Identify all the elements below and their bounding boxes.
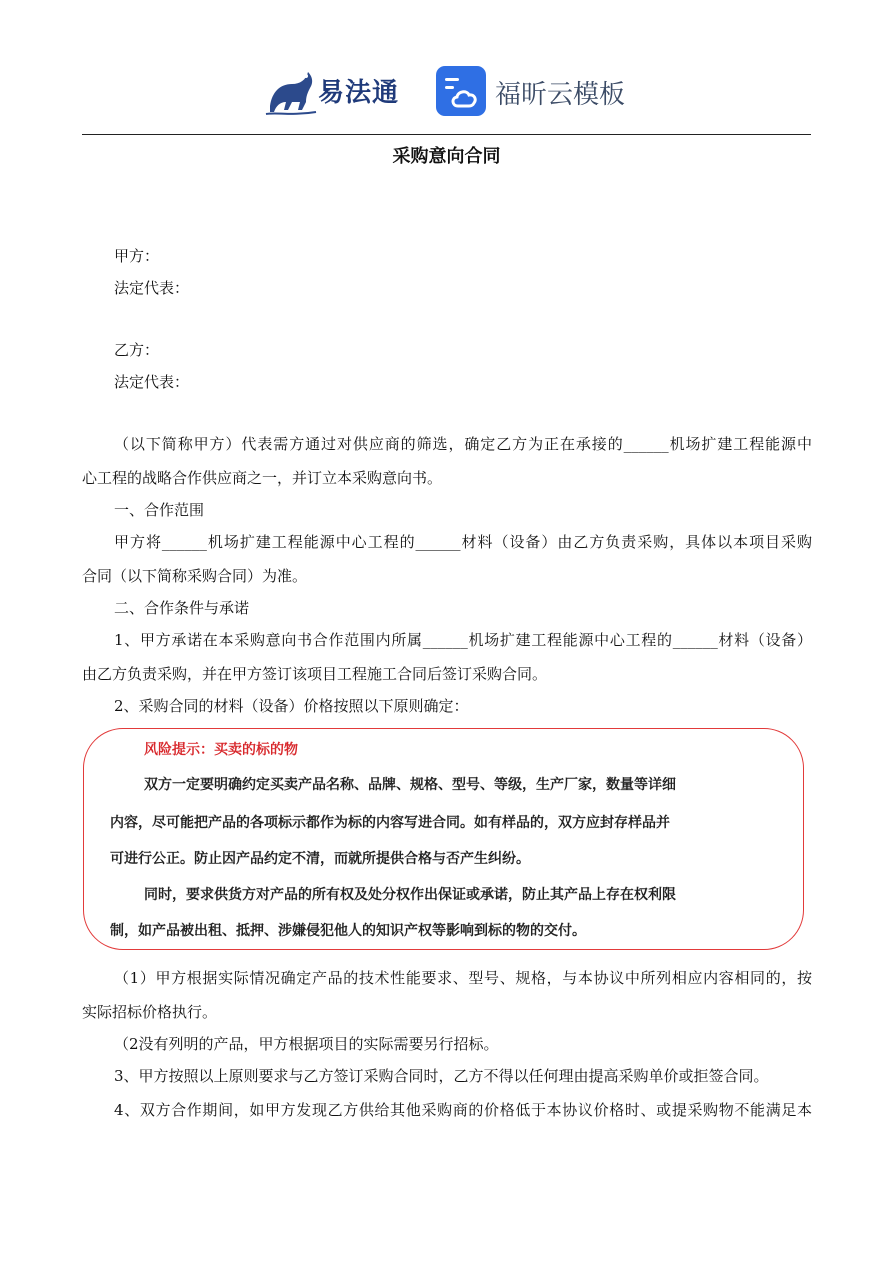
section2-heading: 二、合作条件与承诺 [114, 599, 250, 617]
legal-rep-b-label: 法定代表： [114, 373, 190, 391]
item-1-line1: （1）甲方根据实际情况确定产品的技术性能要求、型号、规格，与本协议中所列相应内容相同的，按 [114, 969, 812, 987]
party-a-label: 甲方： [114, 247, 160, 265]
legal-rep-a-label: 法定代表： [114, 279, 190, 297]
section1-paragraph-line1: 甲方将______机场扩建工程能源中心工程的______材料（设备）由乙方负责采购，具体以本项目采购 [114, 533, 812, 551]
clause-2-3: 3、甲方按照以上原则要求与乙方签订采购合同时，乙方不得以任何理由提高采购单价或拒签合同。 [114, 1067, 769, 1085]
logo1-text: 易法通 [318, 78, 400, 108]
section1-paragraph-line2: 合同（以下简称采购合同）为准。 [82, 567, 308, 585]
clause-2-1-line2: 由乙方负责采购，并在甲方签订该项目工程施工合同后签订采购合同。 [82, 665, 548, 683]
header-divider [82, 134, 811, 135]
qilin-icon [262, 62, 320, 118]
risk-notice-line4: 同时，要求供货方对产品的所有权及处分权作出保证或承诺，防止其产品上存在权利限 [144, 887, 676, 903]
logo2-text: 福昕云模板 [495, 80, 626, 110]
document-title: 采购意向合同 [392, 146, 501, 167]
risk-notice-line2: 内容，尽可能把产品的各项标示都作为标的内容写进合同。如有样品的，双方应封存样品并 [110, 815, 670, 831]
item-1-line2: 实际招标价格执行。 [82, 1003, 218, 1021]
clause-2-1-line1: 1、甲方承诺在本采购意向书合作范围内所属______机场扩建工程能源中心工程的______材料（设备） [114, 631, 812, 649]
clause-2-4: 4、双方合作期间，如甲方发现乙方供给其他采购商的价格低于本协议价格时、或提采购物不能满足本 [114, 1101, 812, 1119]
intro-paragraph-line2: 心工程的战略合作供应商之一，并订立本采购意向书。 [82, 469, 443, 487]
risk-notice-box [83, 728, 804, 950]
section1-heading: 一、合作范围 [114, 501, 205, 519]
risk-notice-line3: 可进行公正。防止因产品约定不清，而就所提供合格与否产生纠纷。 [110, 851, 530, 867]
clause-2-2: 2、采购合同的材料（设备）价格按照以下原则确定： [114, 697, 469, 715]
risk-notice-title: 风险提示：买卖的标的物 [144, 742, 298, 758]
foxit-cloud-icon [436, 66, 486, 116]
intro-paragraph-line1: （以下简称甲方）代表需方通过对供应商的筛选，确定乙方为正在承接的______机场扩建工程能源中 [114, 435, 812, 453]
party-b-label: 乙方： [114, 341, 160, 359]
document-header [0, 60, 893, 124]
item-2: （2没有列明的产品，甲方根据项目的实际需要另行招标。 [114, 1035, 499, 1053]
risk-notice-line5: 制，如产品被出租、抵押、涉嫌侵犯他人的知识产权等影响到标的物的交付。 [110, 923, 586, 939]
risk-notice-line1: 双方一定要明确约定买卖产品名称、品牌、规格、型号、等级，生产厂家，数量等详细 [144, 777, 676, 793]
